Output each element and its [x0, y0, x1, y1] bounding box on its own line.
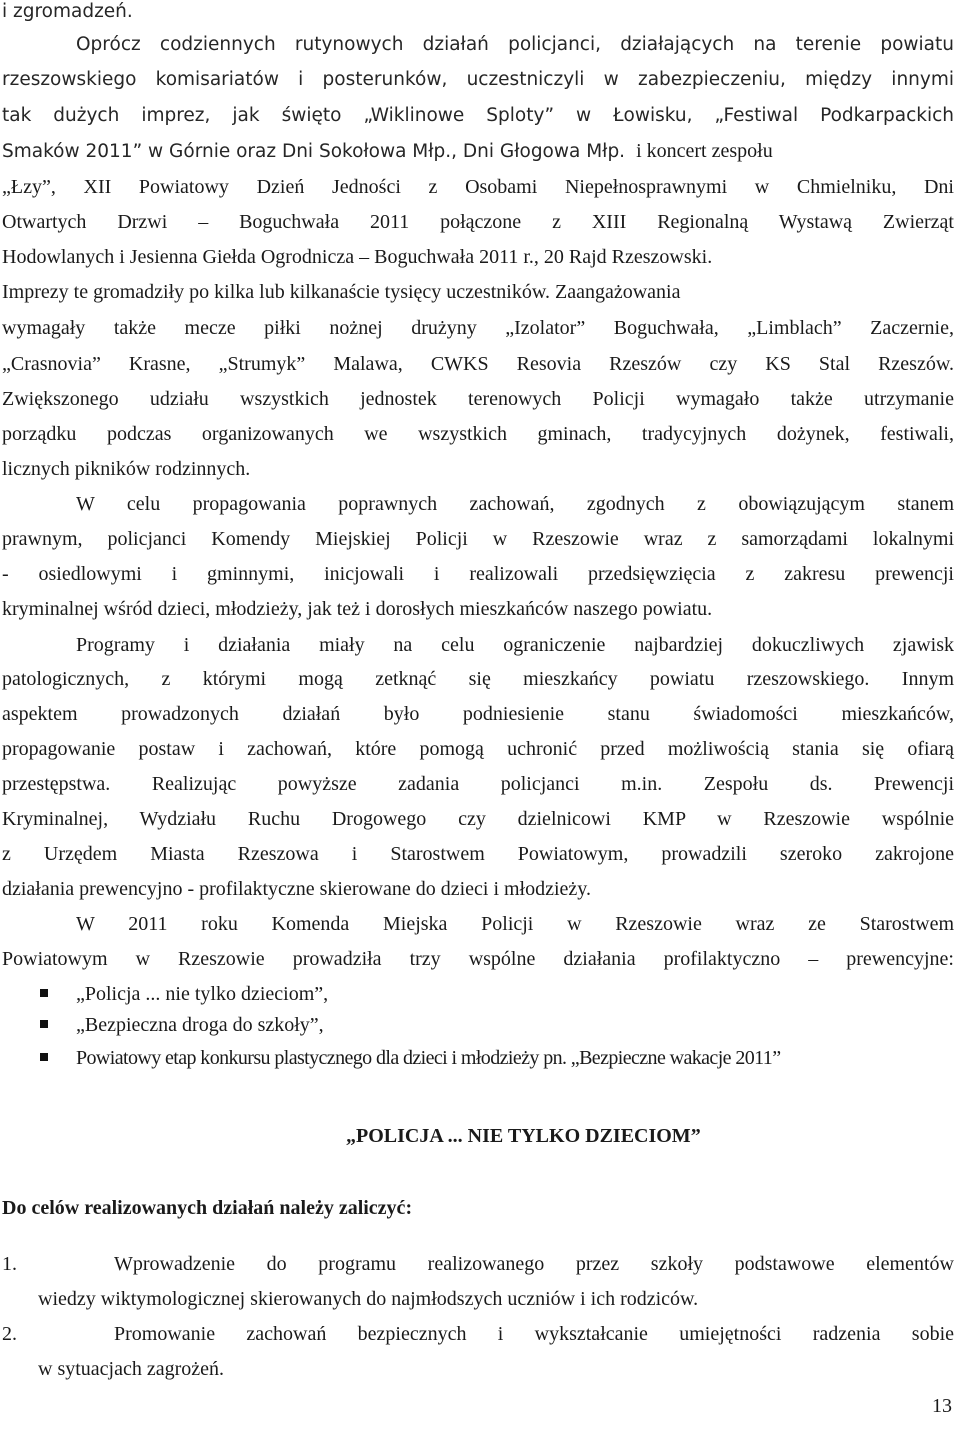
paragraph-line: W celu propagowania poprawnych zachowań, zgodnych z obowiązującym stanem: [76, 493, 954, 515]
text-run: , 20 Rajd Rzeszowski.: [533, 246, 713, 268]
list-item-line: w sytuacjach zagrożeń.: [38, 1358, 225, 1380]
paragraph-line-mixed: [2, 139, 954, 164]
paragraph-line: aspektem prowadzonych działań było podniesienie stanu świadomości mieszkańców,: [2, 703, 954, 725]
list-item-line: Promowanie zachowań bezpiecznych i wykształcanie umiejętności radzenia sobie: [114, 1323, 954, 1345]
paragraph-line: prawnym, policjanci Komendy Miejskiej Policji w Rzeszowie wraz z samorządami lokalnymi: [2, 528, 954, 550]
bullet-item: „Bezpieczna droga do szkoły”,: [76, 1014, 324, 1036]
section-heading: „POLICJA ... NIE TYLKO DZIECIOM”: [346, 1125, 701, 1147]
paragraph-line: Oprócz codziennych rutynowych działań policjanci, działających na terenie powiatu: [76, 34, 954, 55]
paragraph-line-mixed: [2, 280, 954, 304]
list-item-line: wiedzy wiktymologicznej skierowanych do najmłodszych uczniów i ich rodziców.: [38, 1288, 699, 1310]
page-number: 13: [932, 1395, 952, 1417]
paragraph-line-mixed: [2, 245, 954, 269]
paragraph-line: wymagały także mecze piłki nożnej drużyny „Izolator” Boguchwała, „Limblach” Zaczernie,: [2, 317, 954, 339]
text-run: Zaangażowania: [549, 281, 681, 303]
bullet-square-icon: [40, 989, 48, 997]
paragraph-line: Otwartych Drzwi – Boguchwała 2011 połączone z XIII Regionalną Wystawą Zwierząt: [2, 211, 954, 233]
bullet-item: Powiatowy etap konkursu plastycznego dla dzieci i młodzieży pn. „Bezpieczne wakacje 2011”: [76, 1047, 781, 1069]
paragraph-line: kryminalnej wśród dzieci, młodzieży, jak też i dorosłych mieszkańców naszego powiatu.: [2, 598, 713, 620]
section-subheading: Do celów realizowanych działań należy zaliczyć:: [2, 1197, 413, 1219]
list-item-line: Wprowadzenie do programu realizowanego przez szkoły podstawowe elementów: [114, 1253, 954, 1275]
paragraph-line: propagowanie postaw i zachowań, które pomogą uchronić przed możliwością stania się ofiarą: [2, 738, 954, 760]
paragraph-line: Kryminalnej, Wydziału Ruchu Drogowego czy dzielnicowi KMP w Rzeszowie wspólnie: [2, 808, 954, 830]
text-run: Imprezy te gromadziły po kilka lub kilkanaście tysięcy uczestników.: [2, 281, 550, 303]
bullet-square-icon: [40, 1020, 48, 1028]
paragraph-line: i zgromadzeń.: [2, 1, 133, 22]
paragraph-line: W 2011 roku Komenda Miejska Policji w Rzeszowie wraz ze Starostwem: [76, 913, 954, 935]
list-number: 1.: [2, 1253, 17, 1275]
paragraph-line: Powiatowym w Rzeszowie prowadziła trzy wspólne działania profilaktyczno – prewencyjne:: [2, 948, 954, 970]
bullet-square-icon: [40, 1053, 48, 1061]
paragraph-line: „Crasnovia” Krasne, „Strumyk” Malawa, CWKS Resovia Rzeszów czy KS Stal Rzeszów.: [2, 353, 954, 375]
paragraph-line: licznych pikników rodzinnych.: [2, 458, 251, 480]
paragraph-line: tak dużych imprez, jak święto „Wiklinowe Sploty” w Łowisku, „Festiwal Podkarpackich: [2, 105, 954, 126]
paragraph-line: działania prewencyjno - profilaktyczne skierowane do dzieci i młodzieży.: [2, 878, 592, 900]
paragraph-line: z Urzędem Miasta Rzeszowa i Starostwem Powiatowym, prowadzili szeroko zakrojone: [2, 843, 954, 865]
paragraph-line: rzeszowskiego komisariatów i posterunków, uczestniczyli w zabezpieczeniu, między innymi: [2, 69, 954, 90]
paragraph-line: porządku podczas organizowanych we wszystkich gminach, tradycyjnych dożynek, festiwali,: [2, 423, 954, 445]
paragraph-line: patologicznych, z którymi mogą zetknąć się mieszkańcy powiatu rzeszowskiego. Innym: [2, 668, 954, 690]
paragraph-line: Programy i działania miały na celu ograniczenie najbardziej dokuczliwych zjawisk: [76, 634, 954, 656]
paragraph-line: Zwiększonego udziału wszystkich jednostek terenowych Policji wymagało także utrzymanie: [2, 388, 954, 410]
paragraph-line: „Łzy”, XII Powiatowy Dzień Jedności z Osobami Niepełnosprawnymi w Chmielniku, Dni: [2, 176, 954, 198]
paragraph-line: - osiedlowymi i gminnymi, inicjowali i realizowali przedsięwzięcia z zakresu prewencji: [2, 563, 954, 585]
bullet-item: „Policja ... nie tylko dzieciom”,: [76, 983, 329, 1005]
list-number: 2.: [2, 1323, 17, 1345]
text-run: Hodowlanych i Jesienna Giełda Ogrodnicza – Boguchwała 2011 r.: [2, 246, 534, 268]
paragraph-line: przestępstwa. Realizując powyższe zadania policjanci m.in. Zespołu ds. Prewencji: [2, 773, 954, 795]
text-run: Smaków 2011” w Górnie oraz Dni Sokołowa Młp., Dni Głogowa Młp.: [2, 141, 626, 162]
text-run: i koncert zespołu: [631, 140, 773, 162]
